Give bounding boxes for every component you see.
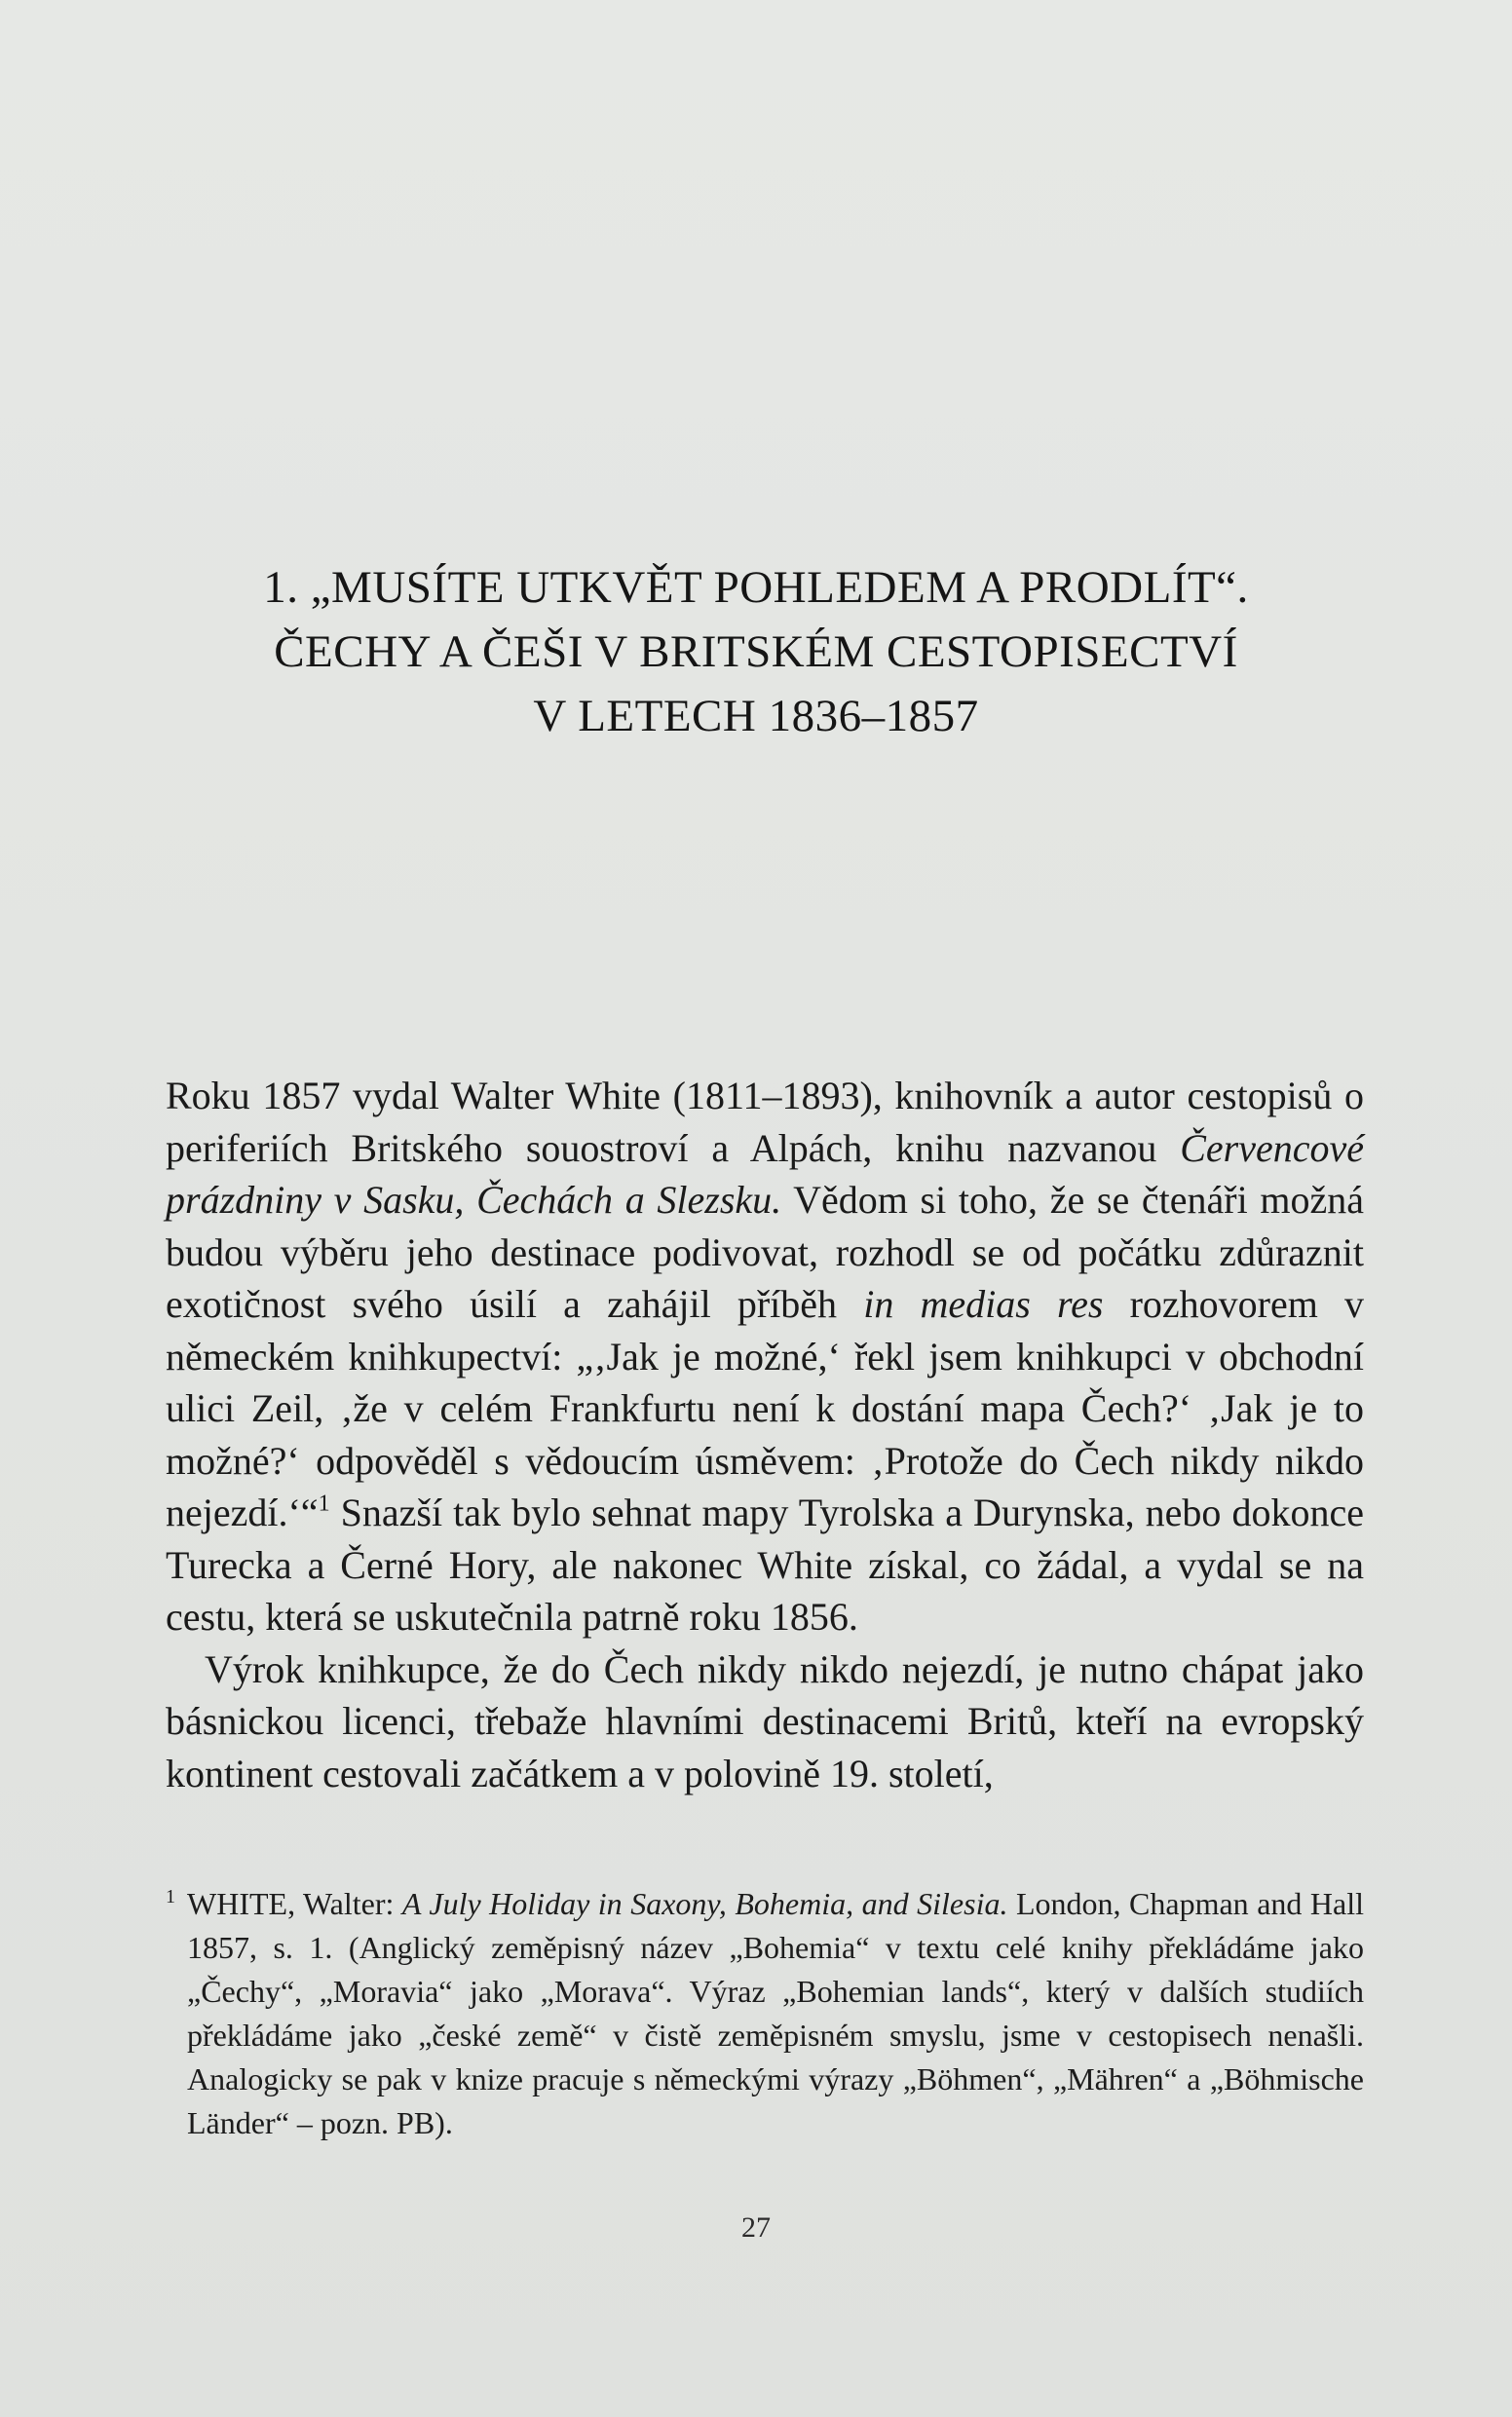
paragraph-1-text-b: Vědom si toho, že se čtenáři možná budou výběru jeho destinace podivovat, rozhodl se od počátku zdůraznit exotičnost svého úsilí a zahájil příběh	[166, 1178, 1364, 1326]
footnote-number: 1	[166, 1886, 175, 1907]
chapter-title-line-1: 1. „MUSÍTE UTKVĚT POHLEDEM A PRODLÍT“.	[263, 562, 1249, 613]
paragraph-1-book-title: Červencové prázdniny v Sasku, Čechách a Slezsku.	[166, 1125, 1364, 1222]
footnotes	[166, 1882, 1364, 2145]
footnote-1	[166, 1882, 1364, 2145]
footnote-text: London, Chapman and Hall 1857, s. 1. (Anglický zeměpisný název „Bohemia“ v textu celé knihy překládáme jako „Čechy“, „Moravia“ jako „Morava“. Výraz „Bohemian lands“, který v dalších studiích překládáme jako „české země“ v čistě zeměpisném smyslu, jsme v cestopisech nenašli. Analogicky se pak v knize pracuje s německými výrazy „Böhmen“, „Mähren“ a „Böhmische Länder“ – pozn. PB).	[187, 1886, 1365, 2140]
paragraph-1-text-d: Snazší tak bylo sehnat mapy Tyrolska a Durynska, nebo dokonce Turecka a Černé Hory, ale nakonec White získal, co žádal, a vydal se na cestu, která se uskutečnila patrně roku 1856.	[166, 1491, 1364, 1639]
footnote-reference[interactable]: 1	[318, 1491, 330, 1517]
paragraph-1-text-a: Roku 1857 vydal Walter White (1811–1893), knihovník a autor cestopisů o periferiích Britského souostroví a Alpách, knihu nazvanou	[166, 1074, 1364, 1170]
paragraph-1-text-c: rozhovorem v německém knihkupectví: „‚Jak je možné,‘ řekl jsem knihkupci v obchodní ulici Zeil, ‚že v celém Frankfurtu není k dostání mapa Čech?‘ ‚Jak je to možné?‘ odpověděl s vědoucím úsměvem: ‚Protože do Čech nikdy nikdo nejezdí.‘“	[166, 1282, 1365, 1534]
paragraph-2: Výrok knihkupce, že do Čech nikdy nikdo nejezdí, je nutno chápat jako básnickou licenci, třebaže hlavními destinacemi Britů, kteří na evropský kontinent cestovali začátkem a v polovině 19. století,	[166, 1646, 1364, 1795]
paragraph-1	[166, 1070, 1364, 1643]
page-number: 27	[741, 2211, 771, 2244]
chapter-title-line-2: ČECHY A ČEŠI V BRITSKÉM CESTOPISECTVÍ	[274, 626, 1238, 677]
chapter-title	[0, 555, 1512, 748]
chapter-title-line-3: V LETECH 1836–1857	[533, 691, 979, 741]
paragraph-1-latin-phrase: in medias res	[863, 1282, 1104, 1326]
footnote-work-title: A July Holiday in Saxony, Bohemia, and Silesia.	[401, 1886, 1008, 1921]
body-text	[166, 1070, 1364, 1799]
footnote-author: WHITE, Walter:	[187, 1886, 402, 1921]
